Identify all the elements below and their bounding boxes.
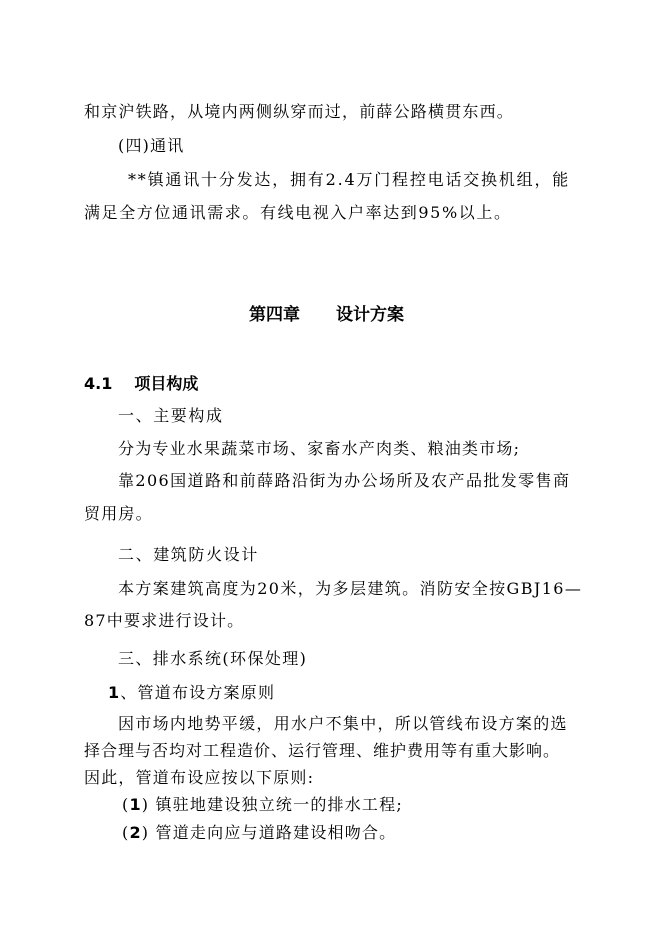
list-text: 管道走向应与道路建设相吻合。	[155, 823, 397, 842]
subheading-main-components: 一、主要构成	[118, 406, 224, 425]
list-item: (2) 管道走向应与道路建设相吻合。	[122, 823, 397, 842]
paragraph-line: 择合理与否均对工程造价、运行管理、维护费用等有重大影响。	[84, 741, 561, 760]
chapter-heading	[249, 300, 404, 325]
list-number: 1	[129, 795, 142, 814]
item-number: 1	[108, 683, 121, 702]
chapter-label: 第四章	[249, 305, 300, 325]
list-number: 2	[129, 823, 142, 842]
section-heading	[84, 371, 198, 394]
paragraph-line: 因市场内地势平缓，用水户不集中，所以管线布设方案的选	[118, 714, 568, 733]
list-item: (1) 镇驻地建设独立统一的排水工程;	[122, 795, 403, 814]
paragraph-line: 因此，管道布设应按以下原则:	[84, 768, 315, 787]
list-text: 镇驻地建设独立统一的排水工程;	[155, 795, 403, 814]
paragraph-line: **镇通讯十分发达，拥有2.4万门程控电话交换机组，能	[128, 170, 571, 189]
section-title: 项目构成	[134, 374, 199, 393]
paragraph-line: 贸用房。	[84, 504, 153, 523]
paragraph-line: 靠206国道路和前薛路沿街为办公场所及农产品批发零售商	[118, 471, 571, 490]
paragraph-line: 和京沪铁路，从境内两侧纵穿而过，前薛公路横贯东西。	[84, 102, 515, 121]
section-number: 4.1	[84, 374, 113, 393]
paragraph-line: 本方案建筑高度为20米，为多层建筑。消防安全按GBJ16—	[118, 579, 583, 598]
chapter-title: 设计方案	[336, 305, 404, 325]
paragraph-line: 87中要求进行设计。	[84, 611, 245, 630]
paragraph-line: 分为专业水果蔬菜市场、家畜水产肉类、粮油类市场;	[118, 439, 521, 458]
paragraph-line: 满足全方位通讯需求。有线电视入户率达到95%以上。	[84, 203, 512, 222]
subheading-communications: (四)通讯	[118, 136, 185, 155]
subheading-drainage: 三、排水系统(环保处理)	[118, 649, 308, 668]
numbered-heading	[108, 683, 275, 703]
item-text: 、管道布设方案原则	[120, 683, 276, 702]
subheading-fire-protection: 二、建筑防火设计	[118, 545, 259, 564]
